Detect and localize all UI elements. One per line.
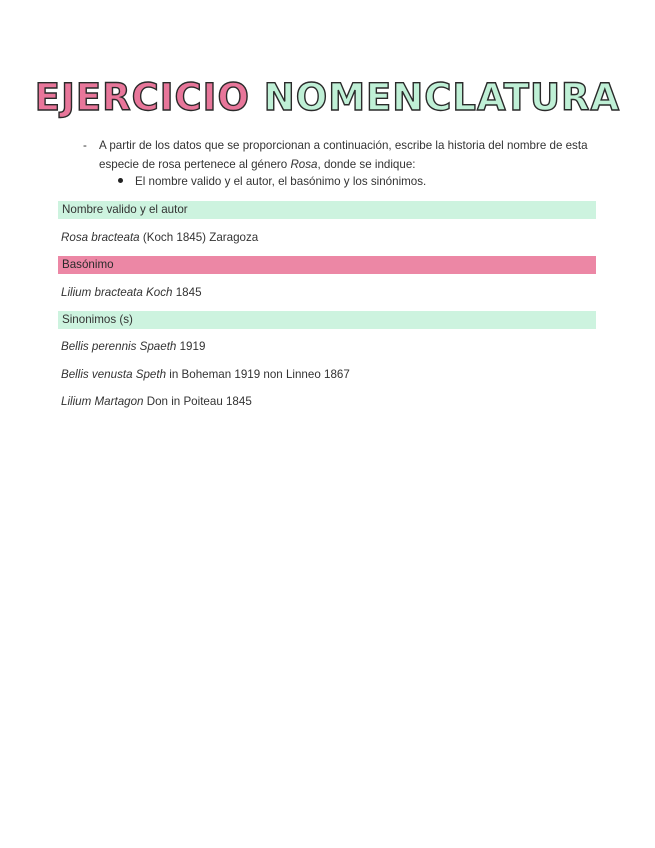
synonym-name: Bellis perennis Spaeth — [61, 340, 177, 353]
bullet-text: El nombre valido y el autor, el basónimo y los sinónimos. — [135, 175, 427, 188]
basionym-year: 1845 — [172, 286, 202, 299]
synonym-detail: in Boheman 1919 non Linneo 1867 — [166, 368, 350, 381]
page-title — [0, 76, 655, 119]
synonym-line — [61, 340, 205, 353]
synonym-line — [61, 395, 252, 408]
instructions-text — [99, 136, 593, 174]
valid-author: (Koch 1845) Zaragoza — [139, 231, 259, 244]
synonym-name: Lilium Martagon — [61, 395, 144, 408]
title-word-ejercicio: EJERCICIO — [34, 76, 250, 119]
basionym-line — [61, 286, 202, 299]
title-word-nomenclatura: NOMENCLATURA — [263, 76, 621, 119]
instructions-text-start: A partir de los datos que se proporcionan a continuación, escribe la historia del nombre de esta especie de rosa pertenece al género — [99, 139, 588, 171]
bullet-item — [118, 175, 426, 188]
valid-name-line — [61, 231, 258, 244]
synonym-detail: 1919 — [176, 340, 206, 353]
list-dash: - — [83, 139, 87, 152]
valid-name-header: Nombre valido y el autor — [58, 201, 596, 219]
genus-name: Rosa — [290, 158, 318, 171]
synonym-detail: Don in Poiteau 1845 — [143, 395, 252, 408]
synonym-line — [61, 368, 350, 381]
basionym-header: Basónimo — [58, 256, 596, 274]
synonyms-header: Sinonimos (s) — [58, 311, 596, 329]
synonym-name: Bellis venusta Speth — [61, 368, 167, 381]
basionym-name: Lilium bracteata Koch — [61, 286, 173, 299]
bullet-icon — [118, 178, 123, 183]
instructions — [83, 136, 593, 174]
valid-name: Rosa bracteata — [61, 231, 140, 244]
instructions-text-end: , donde se indique: — [317, 158, 416, 171]
